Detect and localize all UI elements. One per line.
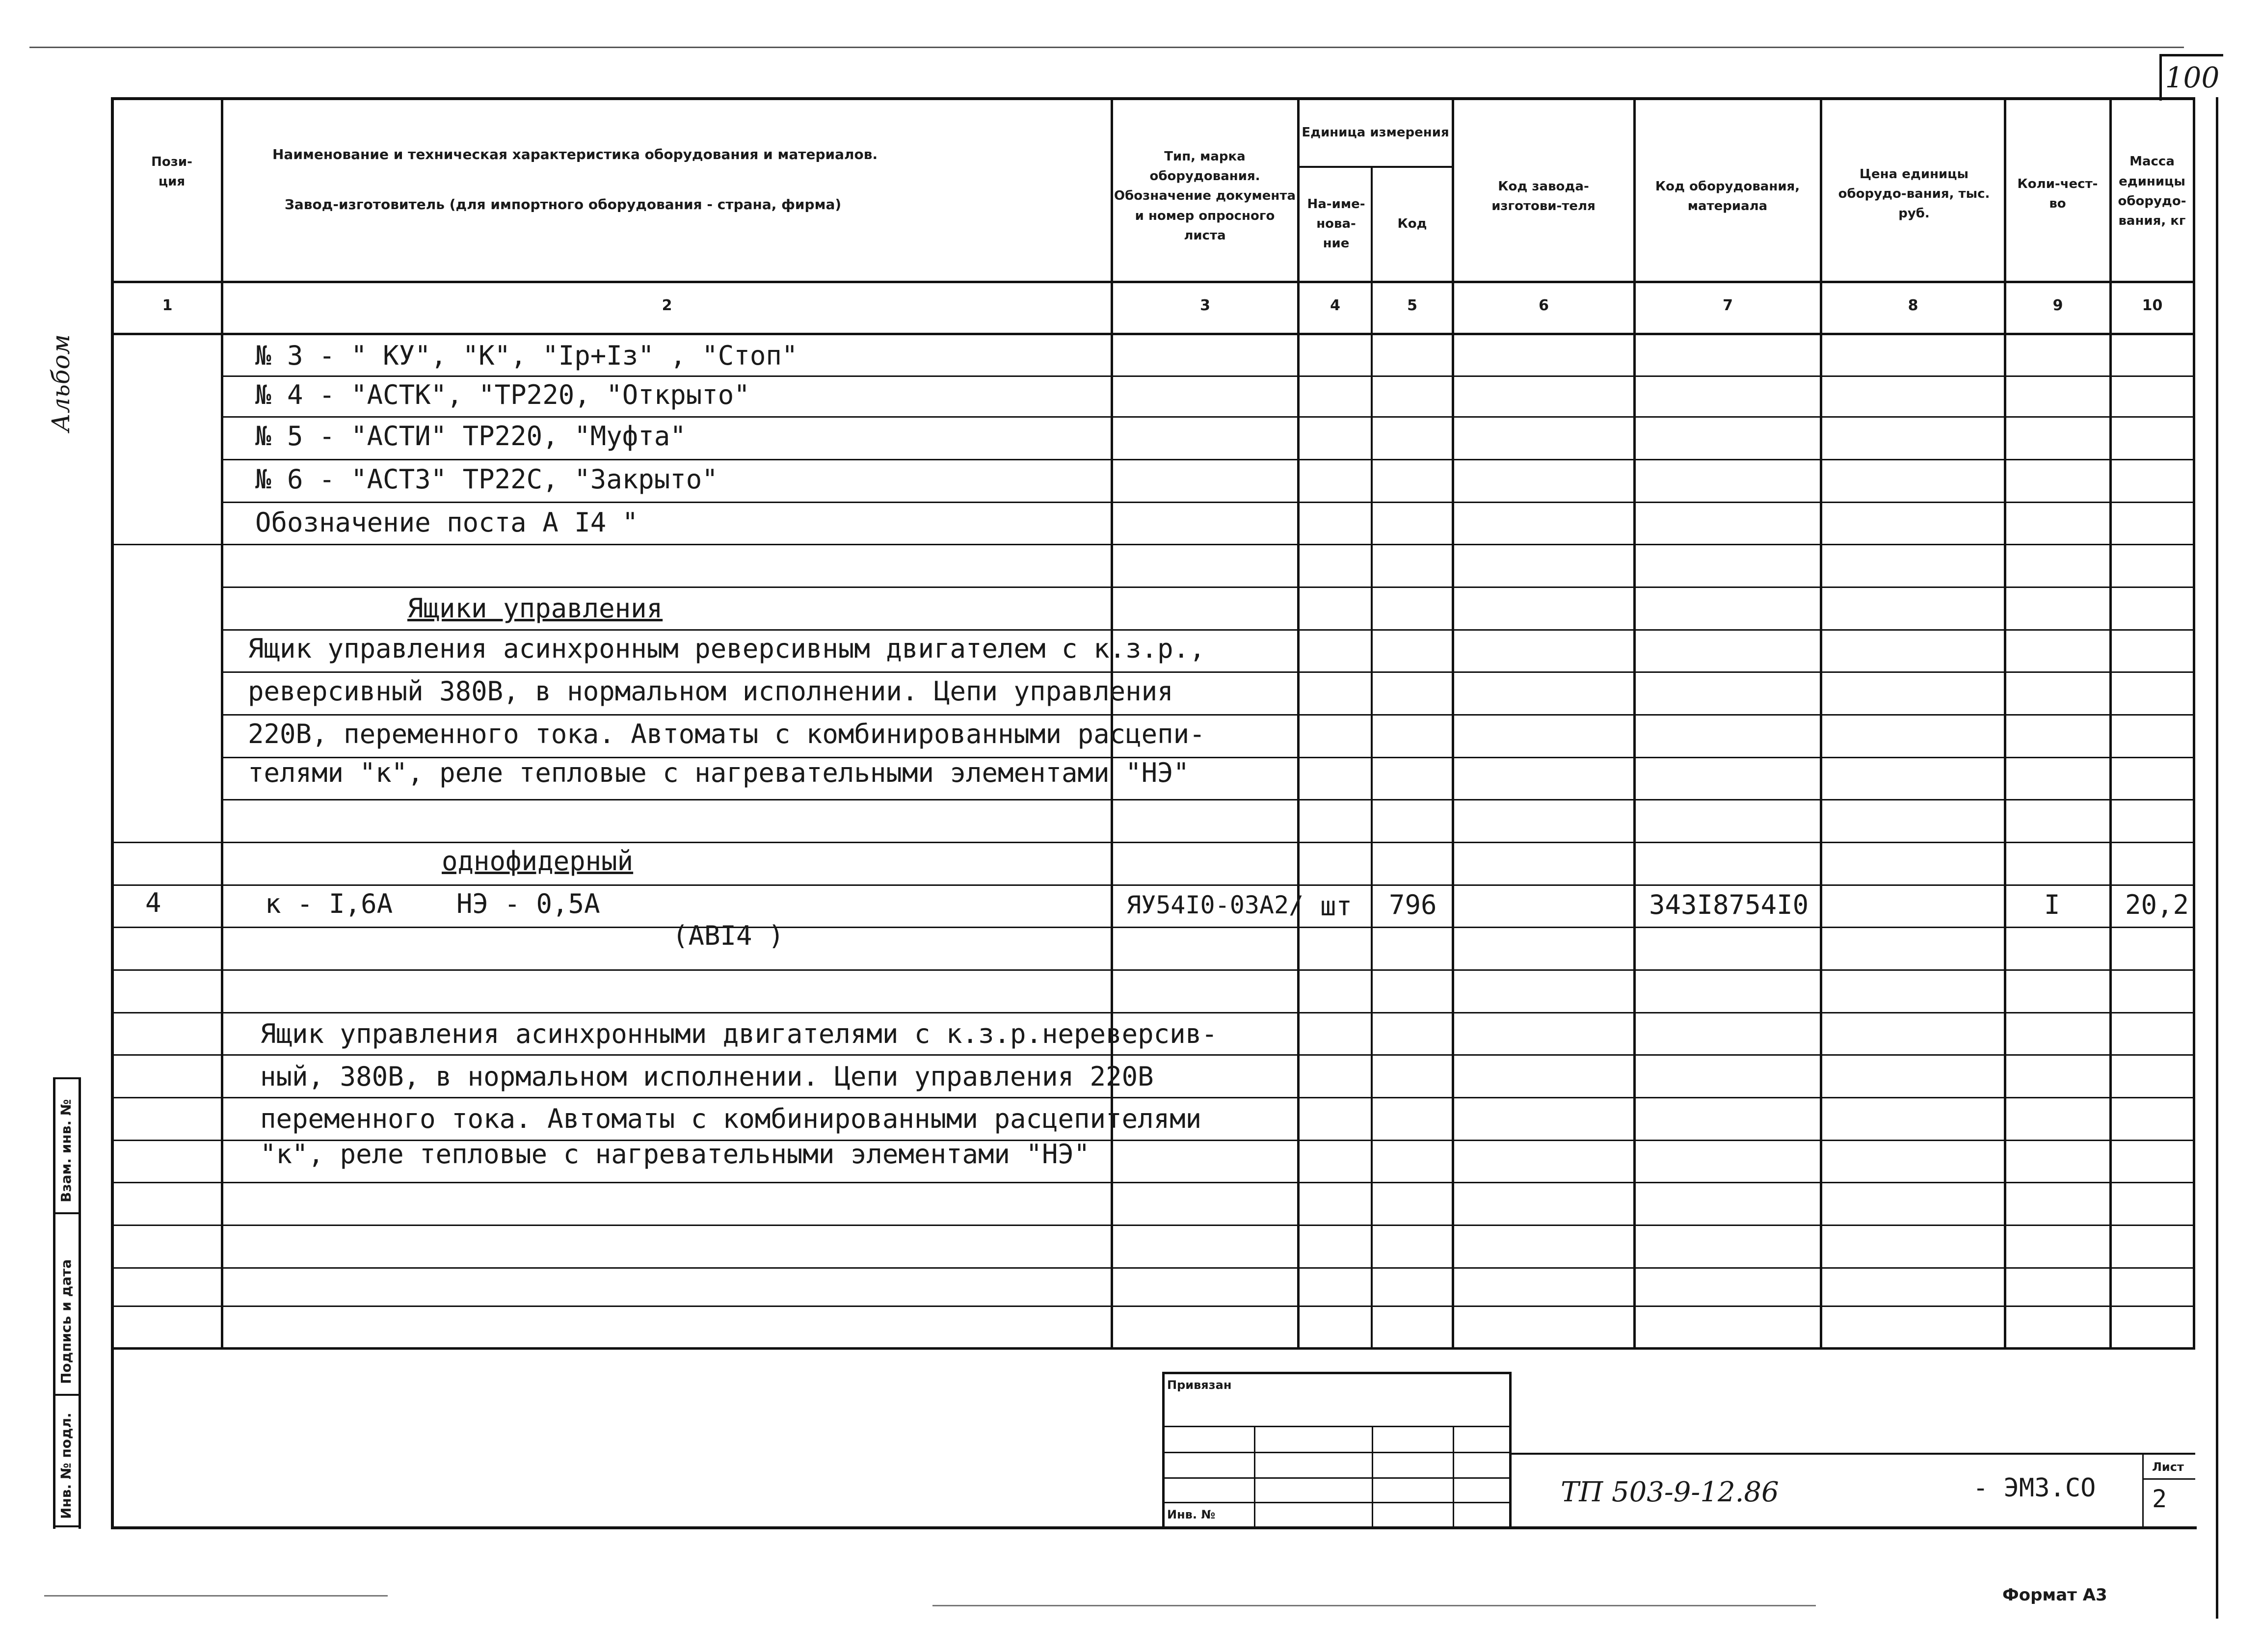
stamp-replace-inv: Взам. инв. № (58, 1099, 74, 1202)
row-sign-6: № 6 - "АСТЗ" ТР22С, "Закрыто" (255, 464, 718, 495)
page-number: 100 (2165, 61, 2220, 94)
tb-privyazan: Привязан (1167, 1378, 1232, 1392)
item-breaker-type: (АВI4 ) (672, 920, 784, 951)
colnum-3: 3 (1200, 297, 1210, 314)
colnum-10: 10 (2142, 297, 2163, 314)
row-desc-line4: телями "к", реле тепловые с нагревательными элементами "НЭ" (248, 757, 1190, 788)
side-label-album: Альбом (47, 334, 75, 432)
item-equipment-code: 343I8754I0 (1649, 889, 1809, 920)
header-unit-group: Единица измерения (1302, 125, 1449, 140)
colnum-7: 7 (1723, 297, 1733, 314)
colnum-5: 5 (1407, 297, 1417, 314)
row-sign-4: № 4 - "АСТК", "ТР220, "Открыто" (255, 379, 750, 410)
item-type: ЯУ54I0-03А2/ (1126, 891, 1304, 919)
stamp-signature-date: Подпись и дата (58, 1259, 74, 1384)
colnum-2: 2 (662, 297, 672, 314)
item-quantity: I (2044, 889, 2060, 920)
item-name-a: к - I,6А (265, 888, 393, 919)
header-mass: Масса единицы оборудо-вания, кг (2118, 154, 2186, 229)
row-desc-line3: 220В, переменного тока. Автоматы с комбинированными расцепи- (248, 719, 1205, 749)
item-unit-code: 796 (1389, 889, 1437, 920)
row-desc-line1: Ящик управления асинхронным реверсивным двигателем с к.з.р., (248, 633, 1205, 664)
frame-bottom (111, 1526, 2197, 1529)
header-type: Тип, марка оборудования. Обозначение документа и номер опросного листа (1114, 149, 1296, 243)
stamp-original-inv: Инв. № подл. (58, 1412, 74, 1519)
header-price: Цена единицы оборудо-вания, тыс. руб. (1838, 166, 1990, 221)
colnum-1: 1 (162, 297, 173, 314)
item-mass: 20,2 (2125, 889, 2189, 920)
colnum-9: 9 (2052, 297, 2063, 314)
colnum-6: 6 (1539, 297, 1549, 314)
header-unit-name: На-име-нова-ние (1307, 196, 1365, 251)
header-position: Пози-ция (151, 154, 192, 189)
item-position: 4 (145, 887, 161, 918)
header-name-line1: Наименование и техническая характеристика оборудования и материалов. (272, 146, 878, 162)
item-unit: шт (1320, 891, 1353, 922)
tb-sheet-label: Лист (2152, 1460, 2184, 1474)
header-name-line2: Завод-изготовитель (для импортного оборудования - страна, фирма) (285, 196, 842, 213)
tb-sheet-number: 2 (2152, 1485, 2167, 1513)
frame-right (2216, 97, 2218, 1619)
row-desc-line2: реверсивный 380В, в нормальном исполнении. Цепи управления (248, 676, 1173, 707)
header-factory-code: Код завода-изготови-теля (1491, 179, 1596, 213)
row-desc2-line1: Ящик управления асинхронными двигателями с к.з.р.нереверсив- (260, 1018, 1218, 1049)
row-desc2-line2: ный, 380В, в нормальном исполнении. Цепи управления 220В (260, 1061, 1154, 1092)
row-sign-3: № 3 - " КУ", "К", "Iр+Iз" , "Стоп" (255, 340, 798, 371)
colnum-8: 8 (1908, 297, 1918, 314)
tb-document-suffix: - ЭМЗ.СО (1973, 1473, 2096, 1503)
format-label: Формат А3 (2002, 1585, 2107, 1605)
row-desc2-line3: переменного тока. Автоматы с комбинированными расцепителями (260, 1103, 1202, 1134)
tb-document-code: ТП 503-9-12.86 (1561, 1476, 1779, 1508)
colnum-4: 4 (1330, 297, 1340, 314)
subheading-single-feeder: однофидерный (442, 846, 634, 877)
header-equipment-code: Код оборудования, материала (1655, 179, 1800, 213)
header-quantity: Коли-чест-во (2017, 176, 2098, 211)
frame-top (113, 97, 2194, 100)
row-post-designation: Обозначение поста А I4 " (255, 507, 638, 538)
item-name-b: НЭ - 0,5А (456, 888, 600, 919)
row-sign-5: № 5 - "АСТИ" ТР220, "Муфта" (255, 421, 686, 452)
tb-inv-no: Инв. № (1167, 1508, 1216, 1521)
row-desc2-line4: "к", реле тепловые с нагревательными элементами "НЭ" (260, 1139, 1090, 1170)
header-unit-code: Код (1397, 216, 1427, 231)
section-heading-boxes: Ящики управления (407, 593, 663, 624)
